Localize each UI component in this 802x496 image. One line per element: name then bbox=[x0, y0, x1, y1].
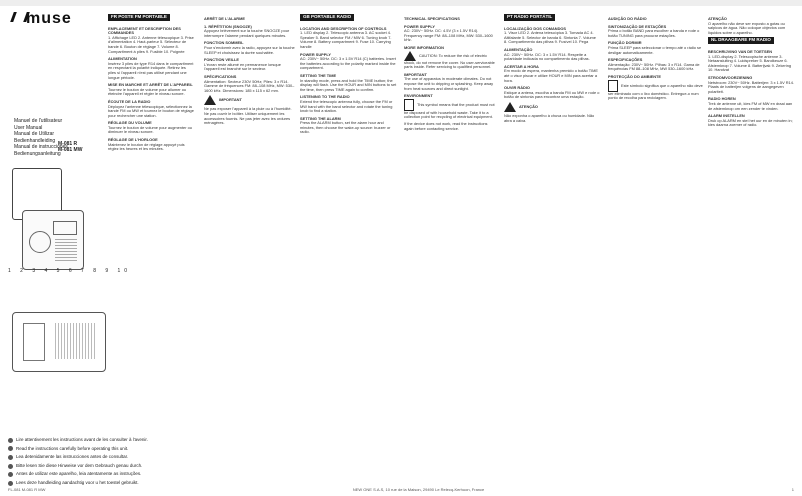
body-text: In standby mode, press and hold the TIME button; the display will flash. Use the HOUR and MIN buttons to set the time, then press TIME again to confirm. bbox=[300, 77, 397, 92]
subheading: MORE INFORMATION bbox=[404, 44, 444, 50]
crossed-bin-icon bbox=[404, 99, 414, 111]
column-portuguese bbox=[504, 14, 600, 125]
body-text: Druk op ALARM en stel het uur en de minuten in; kies daarna zoemer of radio. bbox=[708, 117, 793, 128]
flag-icon bbox=[8, 472, 13, 477]
body-text: Estique a antena, escolha a banda FM ou MW e rode o botão de sintonia para encontrar uma estação. bbox=[504, 89, 600, 100]
flag-icon bbox=[8, 438, 13, 443]
body-text: Tournez le bouton de volume pour allumer ou éteindre l'appareil et régler le niveau sonore. bbox=[108, 86, 187, 97]
subheading: ARRÊT DE L'ALARME bbox=[204, 16, 245, 21]
subheading: TECHNICAL SPECIFICATIONS bbox=[404, 16, 460, 21]
body-text: AC: 230V~ 50Hz. DC: 3 x 1.5V R14. Respeite a polaridade indicada no compartimento das pilhas. bbox=[504, 51, 590, 62]
page-footer bbox=[8, 487, 794, 492]
section-header: NL DRAAGBARE FM RADIO bbox=[708, 37, 774, 44]
section-header: PT RÁDIO PORTÁTIL bbox=[504, 14, 555, 21]
footer-left: FL-081 M-081 R MW bbox=[8, 487, 46, 492]
subheading: IMPORTANT bbox=[404, 71, 427, 77]
notice-row: Lea detenidamente las instrucciones antes de consultar. bbox=[8, 453, 148, 462]
body-text: Appuyez brièvement sur la touche SNOOZE pour interrompre l'alarme pendant quelques minutes. bbox=[204, 28, 290, 38]
body-text: Déployez l'antenne télescopique, sélectionnez la bande FM ou MW et tournez le bouton de réglage pour rechercher une station. bbox=[108, 103, 194, 118]
subheading: ALIMENTATION bbox=[108, 56, 137, 62]
body-text: Press the ALARM button, set the alarm hour and minutes, then choose the wake-up source: buzzer or radio. bbox=[300, 120, 391, 135]
body-text: Maintenez le bouton de réglage appuyé puis réglez les heures et les minutes. bbox=[108, 141, 185, 152]
brand-logo: muse bbox=[26, 10, 72, 27]
manual-title: Manuel de l'utilisateur bbox=[14, 118, 63, 124]
subheading: SINTONIZAÇÃO DE ESTAÇÕES bbox=[608, 23, 667, 29]
body-text: 1. LED display 2. Telescopic antenna 3. AC socket 4. Speaker 5. Band selector FM / MW 6. Tuning knob 7. Volume 8. Battery compartment 9. Fuse 10. Carrying handle bbox=[300, 30, 392, 49]
body-text: 1. Affichage LED 2. Antenne télescopique 3. Prise d'alimentation 4. Haut-parleur 5. Sélecteur de bande 6. Bouton de réglage 7. Volume 8. Compartiment à piles 9. Fusible 10. Poignée bbox=[108, 34, 194, 54]
body-text: If the device does not work, read the instructions again before contacting service. bbox=[404, 120, 488, 131]
column-dutch bbox=[708, 14, 796, 130]
section-header: FR POSTE FM PORTABLE bbox=[108, 14, 170, 21]
body-text: L'écran reste allumé en permanence lorsque l'appareil est branché sur le secteur. bbox=[204, 61, 281, 72]
notice-row: Bitte lesen Sie diese Hinweise vor dem Gebrauch genau durch. bbox=[8, 462, 148, 471]
warning-block: IMPORTANT bbox=[204, 95, 296, 105]
model-line: M-081 MW bbox=[58, 147, 83, 153]
rear-grill-drawing bbox=[55, 323, 95, 359]
flag-icon bbox=[8, 481, 13, 486]
subheading: SPÉCIFICATIONS bbox=[204, 73, 237, 79]
body-text: This symbol means that the product must not be disposed of with household waste. Take it to a collection point for recycling of electrical equipment. bbox=[404, 99, 496, 120]
subheading: ESPECIFICAÇÕES bbox=[608, 57, 643, 63]
column-portuguese-continued bbox=[608, 14, 704, 103]
top-strip bbox=[0, 0, 802, 6]
notice-row: Lees deze handleiding aandachtig voor u het toestel gebruikt. bbox=[8, 479, 148, 488]
body-text: Trek de antenne uit, kies FM of MW en draai aan de afstemknop om een zender te vinden. bbox=[708, 100, 793, 111]
body-text: 1. LED-display 2. Telescopische antenne 3. Netaansluiting 4. Luidspreker 5. Bandkeuze 6. Afstemknop 7. Volume 8. Batterijvak 9. Zekering 10. Handvat bbox=[708, 53, 792, 73]
manual-title: Manual de instrucciones bbox=[14, 144, 68, 150]
body-text: Em modo de espera, mantenha premido o botão TIME até o visor piscar e utilize HOUR e MIN para acertar a hora. bbox=[504, 68, 599, 83]
tuning-knob-drawing bbox=[29, 231, 51, 253]
subheading: PROTECÇÃO DO AMBIENTE bbox=[608, 73, 662, 79]
subheading: ATENÇÃO bbox=[708, 16, 727, 21]
notice-row: Lire attentivement les instructions avant de les consulter à l'avenir. bbox=[8, 436, 148, 445]
subheading: SETTING THE ALARM bbox=[300, 115, 341, 121]
subheading: ENVIRONMENT bbox=[404, 93, 433, 99]
display-panel-drawing bbox=[53, 221, 77, 235]
subheading: 1. RÉPÉTITION (SNOOZE) bbox=[204, 23, 252, 29]
section-header: GB PORTABLE RADIO bbox=[300, 14, 354, 21]
subheading: STROOMVOORZIENING bbox=[708, 74, 753, 80]
language-notices bbox=[8, 436, 148, 488]
subheading: POWER SUPPLY bbox=[404, 23, 435, 29]
subheading: LOCATION AND DESCRIPTION OF CONTROLS bbox=[300, 25, 387, 31]
body-text: Prima o botão BAND para escolher a banda e rode o botão TUNING para procurar estações. bbox=[608, 28, 700, 38]
subheading: ÉCOUTE DE LA RADIO bbox=[108, 98, 151, 104]
body-text: Netstroom: 230V~ 50Hz. Batterijen: 3 x 1.5V R14. Plaats de batterijen volgens de aangegeven polariteit. bbox=[708, 79, 794, 94]
manual-title: User Manual bbox=[14, 124, 43, 131]
body-text: Tournez le bouton de volume pour augmenter ou diminuer le niveau sonore. bbox=[108, 124, 192, 135]
subheading: FONCTION VEILLE bbox=[204, 57, 240, 63]
column-french-continued bbox=[204, 14, 296, 128]
subheading: RADIO HOREN bbox=[708, 96, 736, 102]
body-text: Não exponha o aparelho à chuva ou humidade. Não abra a caixa. bbox=[504, 112, 595, 123]
model-line: M-081 R bbox=[58, 141, 78, 147]
notice-row: Antes de utilizar este aparelho, leia atentamente as instruções. bbox=[8, 470, 148, 479]
subheading: FUNÇÃO DORMIR bbox=[608, 40, 642, 46]
body-text: Este símbolo significa que o aparelho não deve ser eliminado com o lixo doméstico. Entregue-o num ponto de recolha para reciclagem. bbox=[608, 80, 704, 101]
body-text: AC: 230V~ 50Hz. DC: 3 x 1.5V R14 (C) batteries. Insert the batteries according to the polarity marked inside the compartment. bbox=[300, 56, 396, 71]
body-text: The use of apparatus in moderate climates. Do not expose the unit to dripping or splashing. Keep away from heat sources and direct sunlight. bbox=[404, 76, 494, 91]
subheading: FONCTION SOMMEIL bbox=[204, 40, 244, 46]
flag-icon bbox=[8, 455, 13, 460]
crossed-bin-icon bbox=[608, 80, 618, 92]
subheading: POWER SUPPLY bbox=[300, 51, 331, 57]
column-english-specs bbox=[404, 14, 496, 133]
radio-back-illustration bbox=[12, 312, 106, 372]
warning-icon bbox=[204, 95, 216, 105]
subheading: RÉGLAGE DU VOLUME bbox=[108, 120, 152, 126]
footer-mid: NEW ONE S.A.S, 10 rue de la Maison, 29490 Le Relecq-Kerhuon, France bbox=[352, 487, 485, 492]
subheading: ALARM INSTELLEN bbox=[708, 113, 745, 119]
subheading: BESCHRIJVING VAN DE TOETSEN bbox=[708, 48, 773, 54]
subheading: LOCALIZAÇÃO DOS COMANDOS bbox=[504, 25, 567, 31]
model-numbers bbox=[58, 141, 82, 153]
subheading: AUDIÇÃO DO RÁDIO bbox=[608, 16, 647, 21]
footer-right: 1 bbox=[791, 487, 794, 492]
subheading: RÉGLAGE DE L'HORLOGE bbox=[108, 137, 158, 143]
subheading: LISTENING TO THE RADIO bbox=[300, 94, 350, 100]
callout-numbers: 1 2 3 4 5 6 7 8 9 10 bbox=[8, 268, 132, 274]
warning-icon bbox=[504, 102, 516, 112]
warning-block: ATENÇÃO bbox=[504, 102, 600, 112]
manual-title: Bedienhandleiding bbox=[14, 137, 56, 144]
body-text: Extend the telescopic antenna fully, choose the FM or MW band with the band selector and rotate the tuning knob to find a station. bbox=[300, 98, 393, 114]
subheading: ACERTAR A HORA bbox=[504, 63, 539, 69]
subheading: EMPLACEMENT ET DESCRIPTION DES COMMANDES bbox=[108, 25, 181, 36]
battery-slot-drawing bbox=[23, 323, 45, 361]
body-text: Pour s'endormir avec la radio, appuyez sur la touche SLEEP et choisissez la durée souhaitée. bbox=[204, 44, 295, 55]
manual-title: Bedienungsanleitung bbox=[14, 150, 61, 157]
manual-title: Manual de Utilizar bbox=[14, 131, 55, 137]
speaker-grill-drawing bbox=[55, 239, 77, 261]
radio-front-illustration bbox=[22, 210, 84, 270]
subheading: ALIMENTAÇÃO bbox=[504, 46, 533, 52]
body-text: AC: 230V~ 50Hz. DC: 4.5V (3 x 1.5V R14). Frequency range FM: 88–108 MHz, MW: 530–1600 kHz. bbox=[404, 28, 493, 43]
column-french bbox=[108, 14, 194, 154]
flag-icon bbox=[8, 446, 13, 451]
subheading: MISE EN MARCHE ET ARRÊT DE L'APPAREIL bbox=[108, 82, 193, 88]
subheading: OUVIR RÁDIO bbox=[504, 85, 530, 91]
flag-icon bbox=[8, 464, 13, 469]
body-text: Alimentação: 230V~ 50Hz. Pilhas: 3 x R14. Gama de frequências FM 88–108 MHz, MW 530–1600 kHz. bbox=[608, 61, 700, 72]
body-text: Ne pas exposer l'appareil à la pluie ou à l'humidité. Ne pas ouvrir le boîtier. Utiliser uniquement les accessoires fournis. Ne pas jeter avec les ordures ménagères. bbox=[204, 106, 292, 126]
subheading: SETTING THE TIME bbox=[300, 72, 337, 78]
body-text: Insérez 3 piles de type R14 dans le compartiment en respectant la polarité indiquée. Retirez les piles si l'appareil n'est pas utilisé pendant une longue période. bbox=[108, 60, 194, 80]
body-text: CAUTION: To reduce the risk of electric shock, do not remove the cover. No user-serviceable parts inside. Refer servicing to qualified personnel. bbox=[404, 51, 496, 70]
body-text: Prima SLEEP para seleccionar o tempo até o rádio se desligar automaticamente. bbox=[608, 44, 702, 55]
body-text: 1. Visor LED 2. Antena telescópica 3. Tomada AC 4. Altifalante 5. Selector de banda 6. Sintonia 7. Volume 8. Compartimento das pilhas 9. Fusível 10. Pega bbox=[504, 30, 596, 45]
column-english bbox=[300, 14, 398, 137]
body-text: O aparelho não deve ser exposto a gotas ou salpicos de água. Não coloque objectos com líquidos sobre o aparelho. bbox=[708, 20, 786, 35]
notice-row: Read the instructions carefully before operating this unit. bbox=[8, 445, 148, 454]
body-text: Alimentation: Secteur 230V 50Hz; Piles: 3 x R14. Gamme de fréquences FM: 88–108 MHz, MW: 530–1600 kHz. Dimensions: 185 x 115 x 62 mm. bbox=[204, 78, 295, 93]
